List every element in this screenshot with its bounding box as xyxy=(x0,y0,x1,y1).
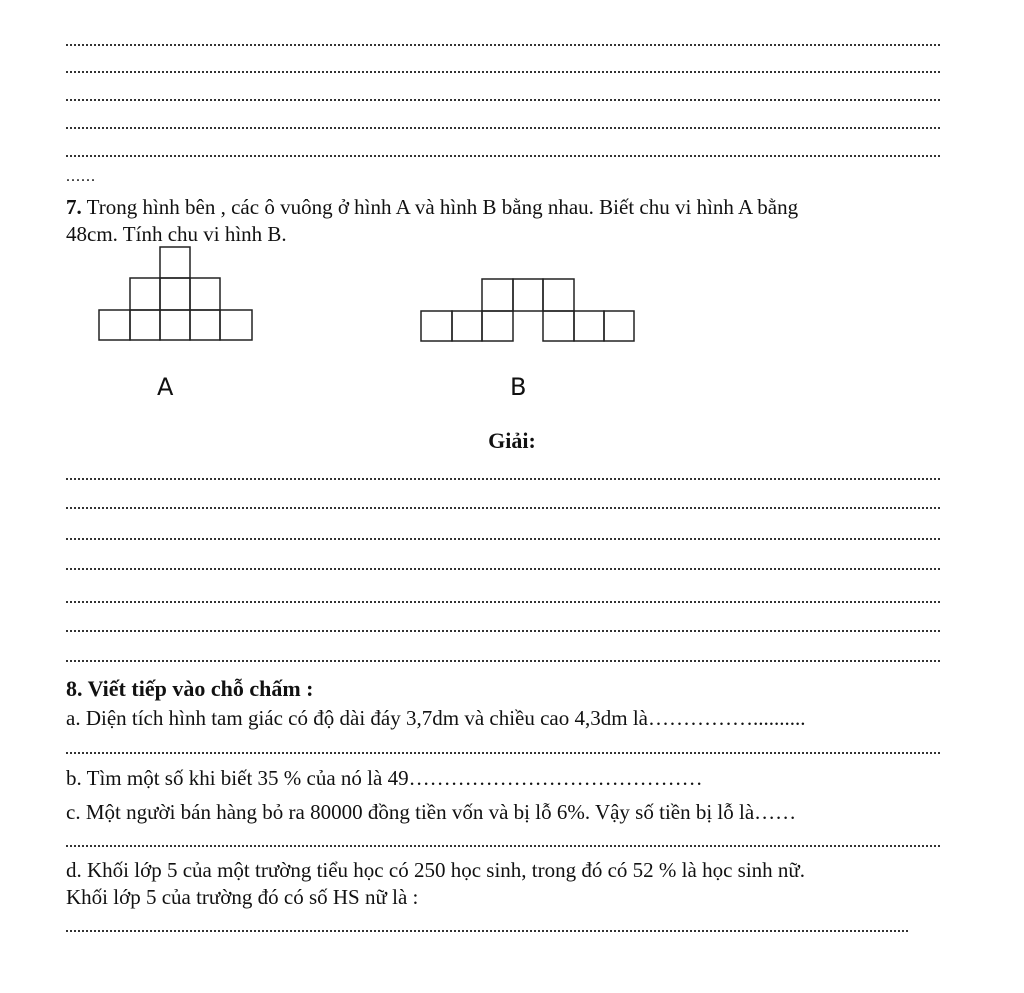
question-7-line1 xyxy=(66,194,798,220)
figure-b-label: B xyxy=(510,373,527,401)
figure-a-label: A xyxy=(157,373,174,401)
answer-line xyxy=(66,478,940,480)
question-8a: a. Diện tích hình tam giác có độ dài đáy 3,7dm và chiều cao 4,3dm là…………….......... xyxy=(66,706,806,730)
figure-b-square xyxy=(482,279,513,311)
question-8-heading: 8. Viết tiếp vào chỗ chấm : xyxy=(66,676,314,701)
figure-a-square xyxy=(160,247,190,278)
question-8d-line2: Khối lớp 5 của trường đó có số HS nữ là : xyxy=(66,885,419,909)
solution-heading: Giải: xyxy=(488,428,536,453)
figure-b-square xyxy=(482,311,513,341)
figure-b-square xyxy=(452,311,482,341)
answer-line xyxy=(66,601,940,603)
question-7-number: 7. xyxy=(66,195,82,219)
figure-a-square xyxy=(130,278,160,310)
question-7-text: Trong hình bên , các ô vuông ở hình A và hình B bằng nhau. Biết chu vi hình A bằng xyxy=(81,195,799,219)
answer-line xyxy=(66,155,940,157)
figure-a-square xyxy=(99,310,130,340)
figure-a-square xyxy=(130,310,160,340)
figure-b-square xyxy=(574,311,604,341)
answer-line xyxy=(66,99,940,101)
answer-line xyxy=(66,507,940,509)
figure-b-square xyxy=(421,311,452,341)
figure-b-square xyxy=(543,311,574,341)
figure-b-square xyxy=(513,279,543,311)
answer-line xyxy=(66,660,940,662)
answer-line xyxy=(66,630,940,632)
figure-a-square xyxy=(220,310,252,340)
answer-line xyxy=(66,568,940,570)
question-8d-line1: d. Khối lớp 5 của một trường tiểu học có 250 học sinh, trong đó có 52 % là học sinh nữ. xyxy=(66,858,806,882)
answer-line-tail: ...... xyxy=(66,168,96,185)
figure-b-square xyxy=(543,279,574,311)
figure-a xyxy=(95,245,257,343)
figure-a-square xyxy=(160,278,190,310)
figure-b-square xyxy=(604,311,634,341)
question-7-line2: 48cm. Tính chu vi hình B. xyxy=(66,222,287,246)
answer-line xyxy=(66,752,940,754)
answer-line xyxy=(66,538,940,540)
figure-a-square xyxy=(160,310,190,340)
question-8c: c. Một người bán hàng bỏ ra 80000 đồng tiền vốn và bị lỗ 6%. Vậy số tiền bị lỗ là…… xyxy=(66,800,797,824)
question-8b: b. Tìm một số khi biết 35 % của nó là 49…………………………………… xyxy=(66,766,703,790)
answer-line xyxy=(66,71,940,73)
answer-line xyxy=(66,44,940,46)
answer-line xyxy=(66,127,940,129)
figure-a-square xyxy=(190,278,220,310)
figure-b xyxy=(418,277,638,343)
figure-a-square xyxy=(190,310,220,340)
answer-line xyxy=(66,845,940,847)
answer-line xyxy=(66,930,908,932)
